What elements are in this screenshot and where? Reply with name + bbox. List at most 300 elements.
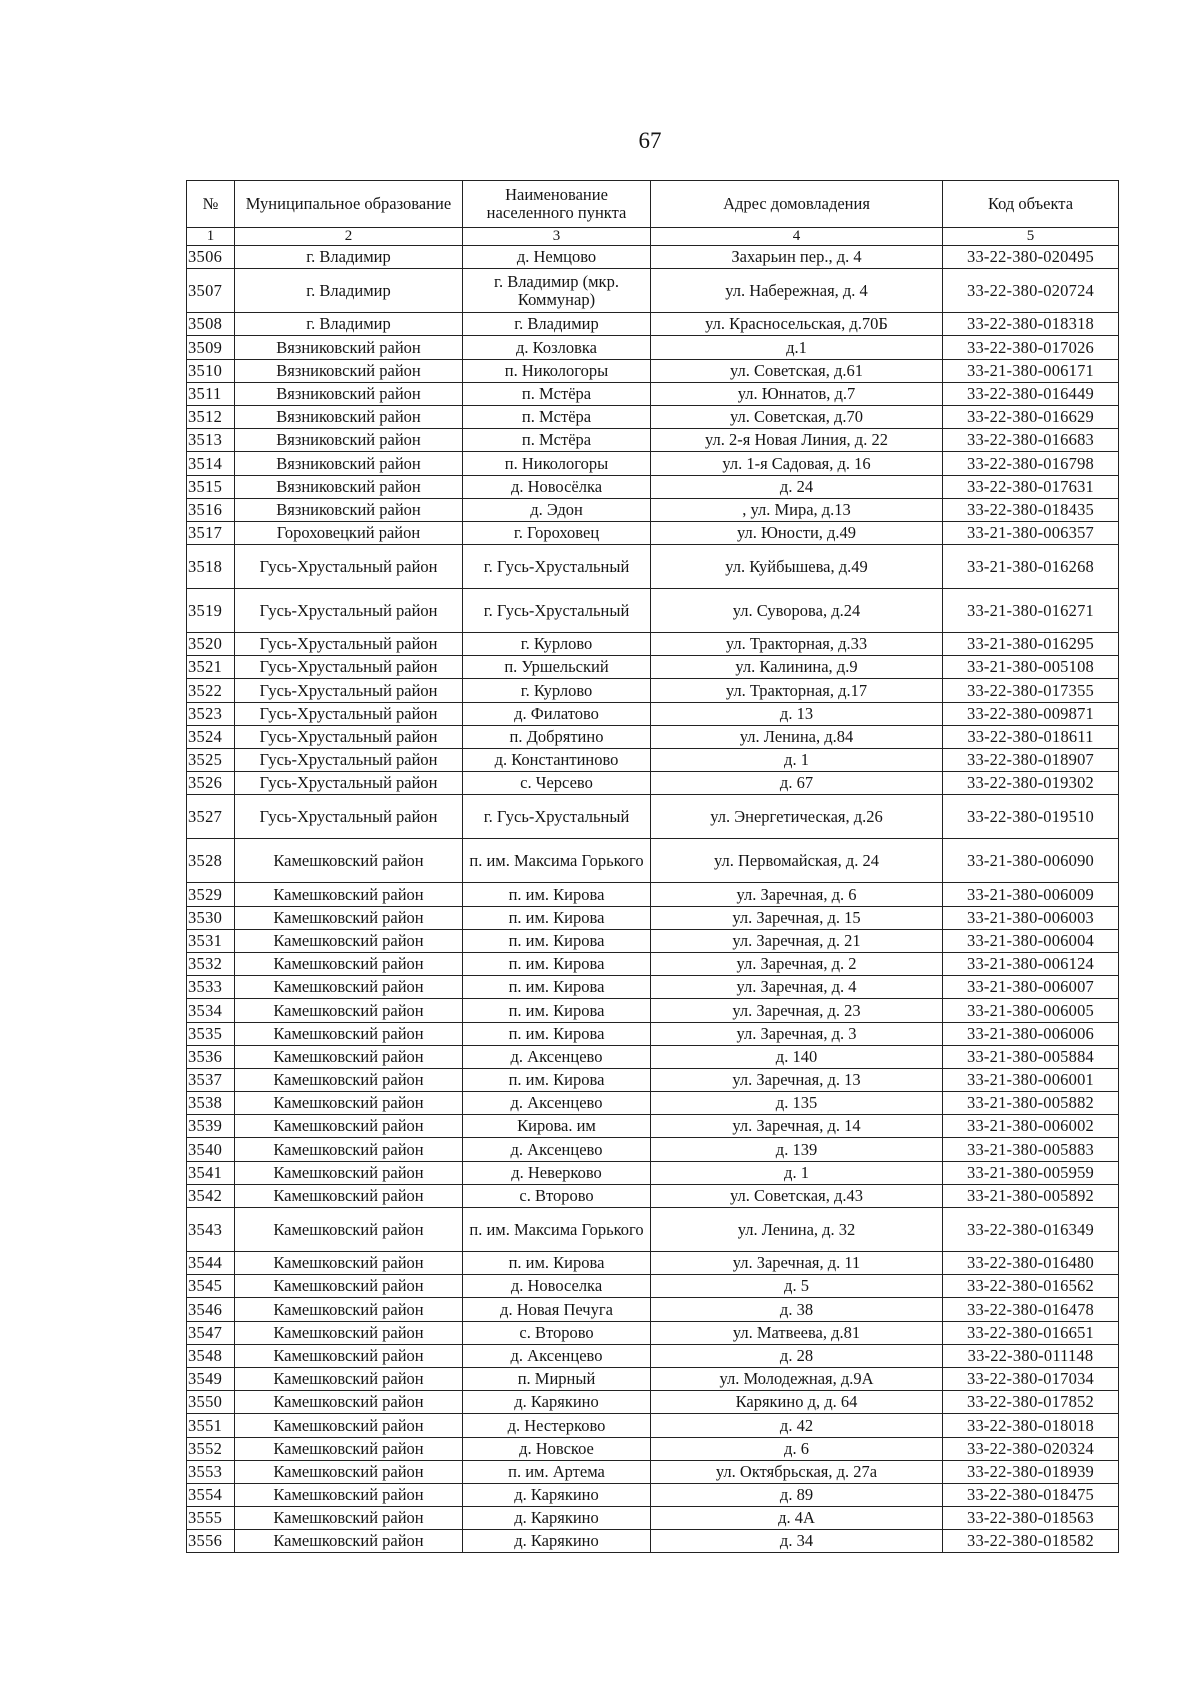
object-code-cell: 33-22-380-017026 <box>943 336 1119 359</box>
row-number: 3556 <box>187 1530 235 1553</box>
address-cell: ул. Заречная, д. 21 <box>651 929 943 952</box>
settlement-cell: п. Никологоры <box>463 359 651 382</box>
municipality-cell: Гусь-Хрустальный район <box>235 772 463 795</box>
row-number: 3528 <box>187 839 235 883</box>
row-number: 3519 <box>187 589 235 633</box>
table-row <box>187 1507 1119 1530</box>
settlement-cell: п. им. Кирова <box>463 883 651 906</box>
municipality-cell: Камешковский район <box>235 1344 463 1367</box>
table-row <box>187 336 1119 359</box>
row-number: 3512 <box>187 405 235 428</box>
address-cell: д. 38 <box>651 1298 943 1321</box>
table-row <box>187 679 1119 702</box>
object-code-cell: 33-22-380-016480 <box>943 1252 1119 1275</box>
settlement-cell: д. Карякино <box>463 1530 651 1553</box>
municipality-cell: Гусь-Хрустальный район <box>235 702 463 725</box>
address-cell: ул. Ленина, д.84 <box>651 725 943 748</box>
settlement-cell: п. им. Кирова <box>463 1022 651 1045</box>
row-number: 3543 <box>187 1208 235 1252</box>
settlement-cell: п. Мстёра <box>463 429 651 452</box>
object-code-cell: 33-21-380-005892 <box>943 1184 1119 1207</box>
municipality-cell: Камешковский район <box>235 952 463 975</box>
address-cell: д. 13 <box>651 702 943 725</box>
table-row <box>187 1022 1119 1045</box>
table-row <box>187 883 1119 906</box>
settlement-cell: п. им. Кирова <box>463 1068 651 1091</box>
table-row <box>187 749 1119 772</box>
object-code-cell: 33-21-380-005882 <box>943 1092 1119 1115</box>
column-number-row <box>187 228 1119 246</box>
object-code-cell: 33-22-380-018611 <box>943 725 1119 748</box>
address-cell: ул. Суворова, д.24 <box>651 589 943 633</box>
address-cell: д. 89 <box>651 1483 943 1506</box>
object-code-cell: 33-21-380-016268 <box>943 545 1119 589</box>
address-cell: ул. Заречная, д. 23 <box>651 999 943 1022</box>
municipality-cell: Камешковский район <box>235 1184 463 1207</box>
row-number: 3508 <box>187 313 235 336</box>
table-row <box>187 405 1119 428</box>
address-cell: ул. Молодежная, д.9А <box>651 1367 943 1390</box>
municipality-cell: Камешковский район <box>235 1275 463 1298</box>
column-number: 5 <box>943 228 1119 246</box>
row-number: 3552 <box>187 1437 235 1460</box>
address-cell: д.1 <box>651 336 943 359</box>
municipality-cell: Вязниковский район <box>235 359 463 382</box>
settlement-cell: д. Константиново <box>463 749 651 772</box>
object-code-cell: 33-21-380-006007 <box>943 976 1119 999</box>
object-code-cell: 33-21-380-006001 <box>943 1068 1119 1091</box>
table-row <box>187 1391 1119 1414</box>
object-code-cell: 33-22-380-020495 <box>943 246 1119 269</box>
address-cell: ул. Набережная, д. 4 <box>651 269 943 313</box>
settlement-cell: д. Аксенцево <box>463 1344 651 1367</box>
row-number: 3507 <box>187 269 235 313</box>
object-code-cell: 33-22-380-017631 <box>943 475 1119 498</box>
table-row <box>187 1367 1119 1390</box>
settlement-cell: с. Второво <box>463 1321 651 1344</box>
table-row <box>187 976 1119 999</box>
address-cell: ул. Советская, д.43 <box>651 1184 943 1207</box>
settlement-cell: д. Аксенцево <box>463 1045 651 1068</box>
address-cell: , ул. Мира, д.13 <box>651 498 943 521</box>
address-cell: Карякино д, д. 64 <box>651 1391 943 1414</box>
object-code-cell: 33-21-380-006009 <box>943 883 1119 906</box>
column-number: 1 <box>187 228 235 246</box>
settlement-cell: г. Владимир <box>463 313 651 336</box>
settlement-cell: г. Курлово <box>463 679 651 702</box>
row-number: 3506 <box>187 246 235 269</box>
municipality-cell: Камешковский район <box>235 1092 463 1115</box>
object-code-cell: 33-22-380-016651 <box>943 1321 1119 1344</box>
settlement-cell: п. Мстёра <box>463 382 651 405</box>
table-row <box>187 1275 1119 1298</box>
settlement-cell: п. им. Максима Горького <box>463 1208 651 1252</box>
municipality-cell: Гусь-Хрустальный район <box>235 545 463 589</box>
row-number: 3518 <box>187 545 235 589</box>
row-number: 3523 <box>187 702 235 725</box>
object-code-cell: 33-21-380-005108 <box>943 656 1119 679</box>
row-number: 3533 <box>187 976 235 999</box>
row-number: 3541 <box>187 1161 235 1184</box>
object-code-cell: 33-22-380-018582 <box>943 1530 1119 1553</box>
municipality-cell: Камешковский район <box>235 976 463 999</box>
object-code-cell: 33-22-380-018435 <box>943 498 1119 521</box>
row-number: 3532 <box>187 952 235 975</box>
municipality-cell: Камешковский район <box>235 1321 463 1344</box>
object-code-cell: 33-22-380-016629 <box>943 405 1119 428</box>
settlement-cell: п. им. Артема <box>463 1460 651 1483</box>
settlement-cell: д. Немцово <box>463 246 651 269</box>
municipality-cell: Камешковский район <box>235 1252 463 1275</box>
settlement-cell: д. Козловка <box>463 336 651 359</box>
row-number: 3531 <box>187 929 235 952</box>
settlement-cell: г. Курлово <box>463 633 651 656</box>
object-code-cell: 33-21-380-006004 <box>943 929 1119 952</box>
municipality-cell: Гороховецкий район <box>235 521 463 544</box>
object-code-cell: 33-21-380-006090 <box>943 839 1119 883</box>
address-cell: ул. Заречная, д. 15 <box>651 906 943 929</box>
settlement-cell: п. Уршельский <box>463 656 651 679</box>
municipality-cell: Камешковский район <box>235 1208 463 1252</box>
address-cell: д. 34 <box>651 1530 943 1553</box>
settlement-cell: с. Второво <box>463 1184 651 1207</box>
settlement-cell: п. им. Максима Горького <box>463 839 651 883</box>
object-code-cell: 33-22-380-016798 <box>943 452 1119 475</box>
settlement-cell: п. им. Кирова <box>463 976 651 999</box>
settlement-cell: п. им. Кирова <box>463 999 651 1022</box>
object-code-cell: 33-21-380-005883 <box>943 1138 1119 1161</box>
object-code-cell: 33-22-380-011148 <box>943 1344 1119 1367</box>
object-code-cell: 33-21-380-005884 <box>943 1045 1119 1068</box>
row-number: 3536 <box>187 1045 235 1068</box>
settlement-cell: д. Новосёлка <box>463 475 651 498</box>
registry-table <box>186 180 1119 1553</box>
municipality-cell: Камешковский район <box>235 1391 463 1414</box>
row-number: 3538 <box>187 1092 235 1115</box>
table-row <box>187 929 1119 952</box>
object-code-cell: 33-22-380-018563 <box>943 1507 1119 1530</box>
municipality-cell: Камешковский район <box>235 1115 463 1138</box>
settlement-cell: д. Неверково <box>463 1161 651 1184</box>
settlement-cell: г. Гусь-Хрустальный <box>463 795 651 839</box>
municipality-cell: Вязниковский район <box>235 475 463 498</box>
table-row <box>187 475 1119 498</box>
settlement-cell: п. им. Кирова <box>463 952 651 975</box>
object-code-cell: 33-22-380-016562 <box>943 1275 1119 1298</box>
table-row <box>187 906 1119 929</box>
object-code-cell: 33-22-380-016349 <box>943 1208 1119 1252</box>
object-code-cell: 33-22-380-009871 <box>943 702 1119 725</box>
object-code-cell: 33-21-380-016271 <box>943 589 1119 633</box>
settlement-cell: г. Гусь-Хрустальный <box>463 589 651 633</box>
settlement-cell: п. им. Кирова <box>463 906 651 929</box>
row-number: 3544 <box>187 1252 235 1275</box>
settlement-cell: д. Филатово <box>463 702 651 725</box>
municipality-cell: Камешковский район <box>235 1367 463 1390</box>
row-number: 3516 <box>187 498 235 521</box>
address-cell: ул. Советская, д.61 <box>651 359 943 382</box>
municipality-cell: Гусь-Хрустальный район <box>235 633 463 656</box>
municipality-cell: г. Владимир <box>235 269 463 313</box>
address-cell: д. 67 <box>651 772 943 795</box>
table-row <box>187 1460 1119 1483</box>
address-cell: д. 4А <box>651 1507 943 1530</box>
address-cell: ул. Заречная, д. 4 <box>651 976 943 999</box>
address-cell: ул. Юности, д.49 <box>651 521 943 544</box>
address-cell: д. 1 <box>651 1161 943 1184</box>
address-cell: д. 135 <box>651 1092 943 1115</box>
address-cell: ул. Тракторная, д.17 <box>651 679 943 702</box>
header-municipality: Муниципальное образование <box>235 181 463 228</box>
address-cell: ул. 2-я Новая Линия, д. 22 <box>651 429 943 452</box>
address-cell: ул. Заречная, д. 11 <box>651 1252 943 1275</box>
settlement-cell: д. Карякино <box>463 1483 651 1506</box>
municipality-cell: Вязниковский район <box>235 452 463 475</box>
municipality-cell: Вязниковский район <box>235 405 463 428</box>
address-cell: ул. Куйбышева, д.49 <box>651 545 943 589</box>
municipality-cell: Камешковский район <box>235 1138 463 1161</box>
object-code-cell: 33-22-380-016683 <box>943 429 1119 452</box>
object-code-cell: 33-22-380-016449 <box>943 382 1119 405</box>
address-cell: ул. Калинина, д.9 <box>651 656 943 679</box>
municipality-cell: Вязниковский район <box>235 336 463 359</box>
address-cell: ул. Юннатов, д.7 <box>651 382 943 405</box>
table-row <box>187 725 1119 748</box>
row-number: 3509 <box>187 336 235 359</box>
object-code-cell: 33-22-380-018018 <box>943 1414 1119 1437</box>
municipality-cell: Камешковский район <box>235 906 463 929</box>
table-row <box>187 246 1119 269</box>
settlement-cell: г. Гороховец <box>463 521 651 544</box>
row-number: 3546 <box>187 1298 235 1321</box>
row-number: 3548 <box>187 1344 235 1367</box>
municipality-cell: Камешковский район <box>235 929 463 952</box>
table-row <box>187 589 1119 633</box>
settlement-cell: п. Никологоры <box>463 452 651 475</box>
row-number: 3511 <box>187 382 235 405</box>
address-cell: ул. Советская, д.70 <box>651 405 943 428</box>
table-row <box>187 382 1119 405</box>
object-code-cell: 33-22-380-020324 <box>943 1437 1119 1460</box>
settlement-cell: д. Нестерково <box>463 1414 651 1437</box>
table-row <box>187 1530 1119 1553</box>
page-number: 67 <box>638 128 662 153</box>
header-number: № <box>187 181 235 228</box>
column-number: 3 <box>463 228 651 246</box>
object-code-cell: 33-22-380-017034 <box>943 1367 1119 1390</box>
settlement-cell: п. Мстёра <box>463 405 651 428</box>
object-code-cell: 33-22-380-017852 <box>943 1391 1119 1414</box>
row-number: 3527 <box>187 795 235 839</box>
table-row <box>187 999 1119 1022</box>
municipality-cell: Вязниковский район <box>235 382 463 405</box>
table-row <box>187 1483 1119 1506</box>
municipality-cell: Камешковский район <box>235 1460 463 1483</box>
table-row <box>187 269 1119 313</box>
row-number: 3535 <box>187 1022 235 1045</box>
object-code-cell: 33-22-380-018907 <box>943 749 1119 772</box>
row-number: 3547 <box>187 1321 235 1344</box>
municipality-cell: г. Владимир <box>235 246 463 269</box>
header-address: Адрес домовладения <box>651 181 943 228</box>
municipality-cell: Камешковский район <box>235 1068 463 1091</box>
table-row <box>187 1252 1119 1275</box>
municipality-cell: Камешковский район <box>235 1298 463 1321</box>
address-cell: ул. Красносельская, д.70Б <box>651 313 943 336</box>
table-row <box>187 1321 1119 1344</box>
table-row <box>187 1115 1119 1138</box>
row-number: 3555 <box>187 1507 235 1530</box>
table-row <box>187 1138 1119 1161</box>
settlement-cell: г. Гусь-Хрустальный <box>463 545 651 589</box>
row-number: 3520 <box>187 633 235 656</box>
municipality-cell: Гусь-Хрустальный район <box>235 679 463 702</box>
row-number: 3534 <box>187 999 235 1022</box>
row-number: 3513 <box>187 429 235 452</box>
settlement-cell: д. Карякино <box>463 1391 651 1414</box>
address-cell: ул. Заречная, д. 13 <box>651 1068 943 1091</box>
address-cell: д. 1 <box>651 749 943 772</box>
municipality-cell: Камешковский район <box>235 1414 463 1437</box>
municipality-cell: Вязниковский район <box>235 498 463 521</box>
table-row <box>187 545 1119 589</box>
object-code-cell: 33-22-380-020724 <box>943 269 1119 313</box>
row-number: 3510 <box>187 359 235 382</box>
row-number: 3540 <box>187 1138 235 1161</box>
municipality-cell: Гусь-Хрустальный район <box>235 589 463 633</box>
settlement-cell: Кирова. им <box>463 1115 651 1138</box>
municipality-cell: Гусь-Хрустальный район <box>235 749 463 772</box>
object-code-cell: 33-21-380-006357 <box>943 521 1119 544</box>
municipality-cell: Камешковский район <box>235 1483 463 1506</box>
address-cell: ул. Заречная, д. 2 <box>651 952 943 975</box>
address-cell: ул. Заречная, д. 14 <box>651 1115 943 1138</box>
municipality-cell: Камешковский район <box>235 1022 463 1045</box>
table-row <box>187 1414 1119 1437</box>
row-number: 3525 <box>187 749 235 772</box>
row-number: 3529 <box>187 883 235 906</box>
address-cell: д. 6 <box>651 1437 943 1460</box>
municipality-cell: Камешковский район <box>235 1045 463 1068</box>
settlement-cell: п. Мирный <box>463 1367 651 1390</box>
table-row <box>187 702 1119 725</box>
table-row <box>187 313 1119 336</box>
address-cell: ул. Тракторная, д.33 <box>651 633 943 656</box>
row-number: 3542 <box>187 1184 235 1207</box>
address-cell: д. 139 <box>651 1138 943 1161</box>
object-code-cell: 33-22-380-019302 <box>943 772 1119 795</box>
address-cell: ул. Заречная, д. 3 <box>651 1022 943 1045</box>
row-number: 3530 <box>187 906 235 929</box>
table-row <box>187 359 1119 382</box>
table-row <box>187 1068 1119 1091</box>
municipality-cell: Камешковский район <box>235 999 463 1022</box>
table-row <box>187 1161 1119 1184</box>
settlement-cell: п. Добрятино <box>463 725 651 748</box>
address-cell: ул. Энергетическая, д.26 <box>651 795 943 839</box>
municipality-cell: Вязниковский район <box>235 429 463 452</box>
table-row <box>187 1045 1119 1068</box>
row-number: 3522 <box>187 679 235 702</box>
table-row <box>187 521 1119 544</box>
table-row <box>187 1437 1119 1460</box>
table-row <box>187 952 1119 975</box>
row-number: 3545 <box>187 1275 235 1298</box>
address-cell: ул. Октябрьская, д. 27а <box>651 1460 943 1483</box>
settlement-cell: д. Аксенцево <box>463 1092 651 1115</box>
table-row <box>187 1184 1119 1207</box>
row-number: 3517 <box>187 521 235 544</box>
column-number: 4 <box>651 228 943 246</box>
settlement-cell: с. Черсево <box>463 772 651 795</box>
object-code-cell: 33-21-380-006171 <box>943 359 1119 382</box>
address-cell: д. 5 <box>651 1275 943 1298</box>
object-code-cell: 33-22-380-018939 <box>943 1460 1119 1483</box>
row-number: 3549 <box>187 1367 235 1390</box>
table-row <box>187 1208 1119 1252</box>
municipality-cell: Камешковский район <box>235 1161 463 1184</box>
object-code-cell: 33-21-380-006006 <box>943 1022 1119 1045</box>
settlement-cell: д. Новая Печуга <box>463 1298 651 1321</box>
settlement-cell: д. Новоселка <box>463 1275 651 1298</box>
object-code-cell: 33-22-380-018475 <box>943 1483 1119 1506</box>
table-row <box>187 1298 1119 1321</box>
object-code-cell: 33-22-380-019510 <box>943 795 1119 839</box>
row-number: 3537 <box>187 1068 235 1091</box>
table-row <box>187 498 1119 521</box>
object-code-cell: 33-21-380-006003 <box>943 906 1119 929</box>
object-code-cell: 33-22-380-017355 <box>943 679 1119 702</box>
address-cell: Захарьин пер., д. 4 <box>651 246 943 269</box>
object-code-cell: 33-22-380-016478 <box>943 1298 1119 1321</box>
object-code-cell: 33-21-380-016295 <box>943 633 1119 656</box>
row-number: 3521 <box>187 656 235 679</box>
address-cell: ул. Матвеева, д.81 <box>651 1321 943 1344</box>
header-object-code: Код объекта <box>943 181 1119 228</box>
municipality-cell: г. Владимир <box>235 313 463 336</box>
municipality-cell: Камешковский район <box>235 1437 463 1460</box>
municipality-cell: Камешковский район <box>235 1507 463 1530</box>
table-body <box>187 246 1119 1553</box>
table-row <box>187 839 1119 883</box>
column-number: 2 <box>235 228 463 246</box>
table-row <box>187 452 1119 475</box>
row-number: 3526 <box>187 772 235 795</box>
row-number: 3514 <box>187 452 235 475</box>
object-code-cell: 33-21-380-005959 <box>943 1161 1119 1184</box>
table-row <box>187 633 1119 656</box>
address-cell: ул. Первомайская, д. 24 <box>651 839 943 883</box>
row-number: 3550 <box>187 1391 235 1414</box>
municipality-cell: Камешковский район <box>235 839 463 883</box>
address-cell: ул. Заречная, д. 6 <box>651 883 943 906</box>
address-cell: д. 42 <box>651 1414 943 1437</box>
settlement-cell: д. Эдон <box>463 498 651 521</box>
table-row <box>187 1344 1119 1367</box>
object-code-cell: 33-22-380-018318 <box>943 313 1119 336</box>
table-row <box>187 772 1119 795</box>
object-code-cell: 33-21-380-006124 <box>943 952 1119 975</box>
settlement-cell: г. Владимир (мкр. Коммунар) <box>463 269 651 313</box>
municipality-cell: Камешковский район <box>235 1530 463 1553</box>
row-number: 3539 <box>187 1115 235 1138</box>
row-number: 3524 <box>187 725 235 748</box>
settlement-cell: д. Новское <box>463 1437 651 1460</box>
address-cell: д. 24 <box>651 475 943 498</box>
settlement-cell: п. им. Кирова <box>463 929 651 952</box>
settlement-cell: д. Аксенцево <box>463 1138 651 1161</box>
address-cell: ул. 1-я Садовая, д. 16 <box>651 452 943 475</box>
